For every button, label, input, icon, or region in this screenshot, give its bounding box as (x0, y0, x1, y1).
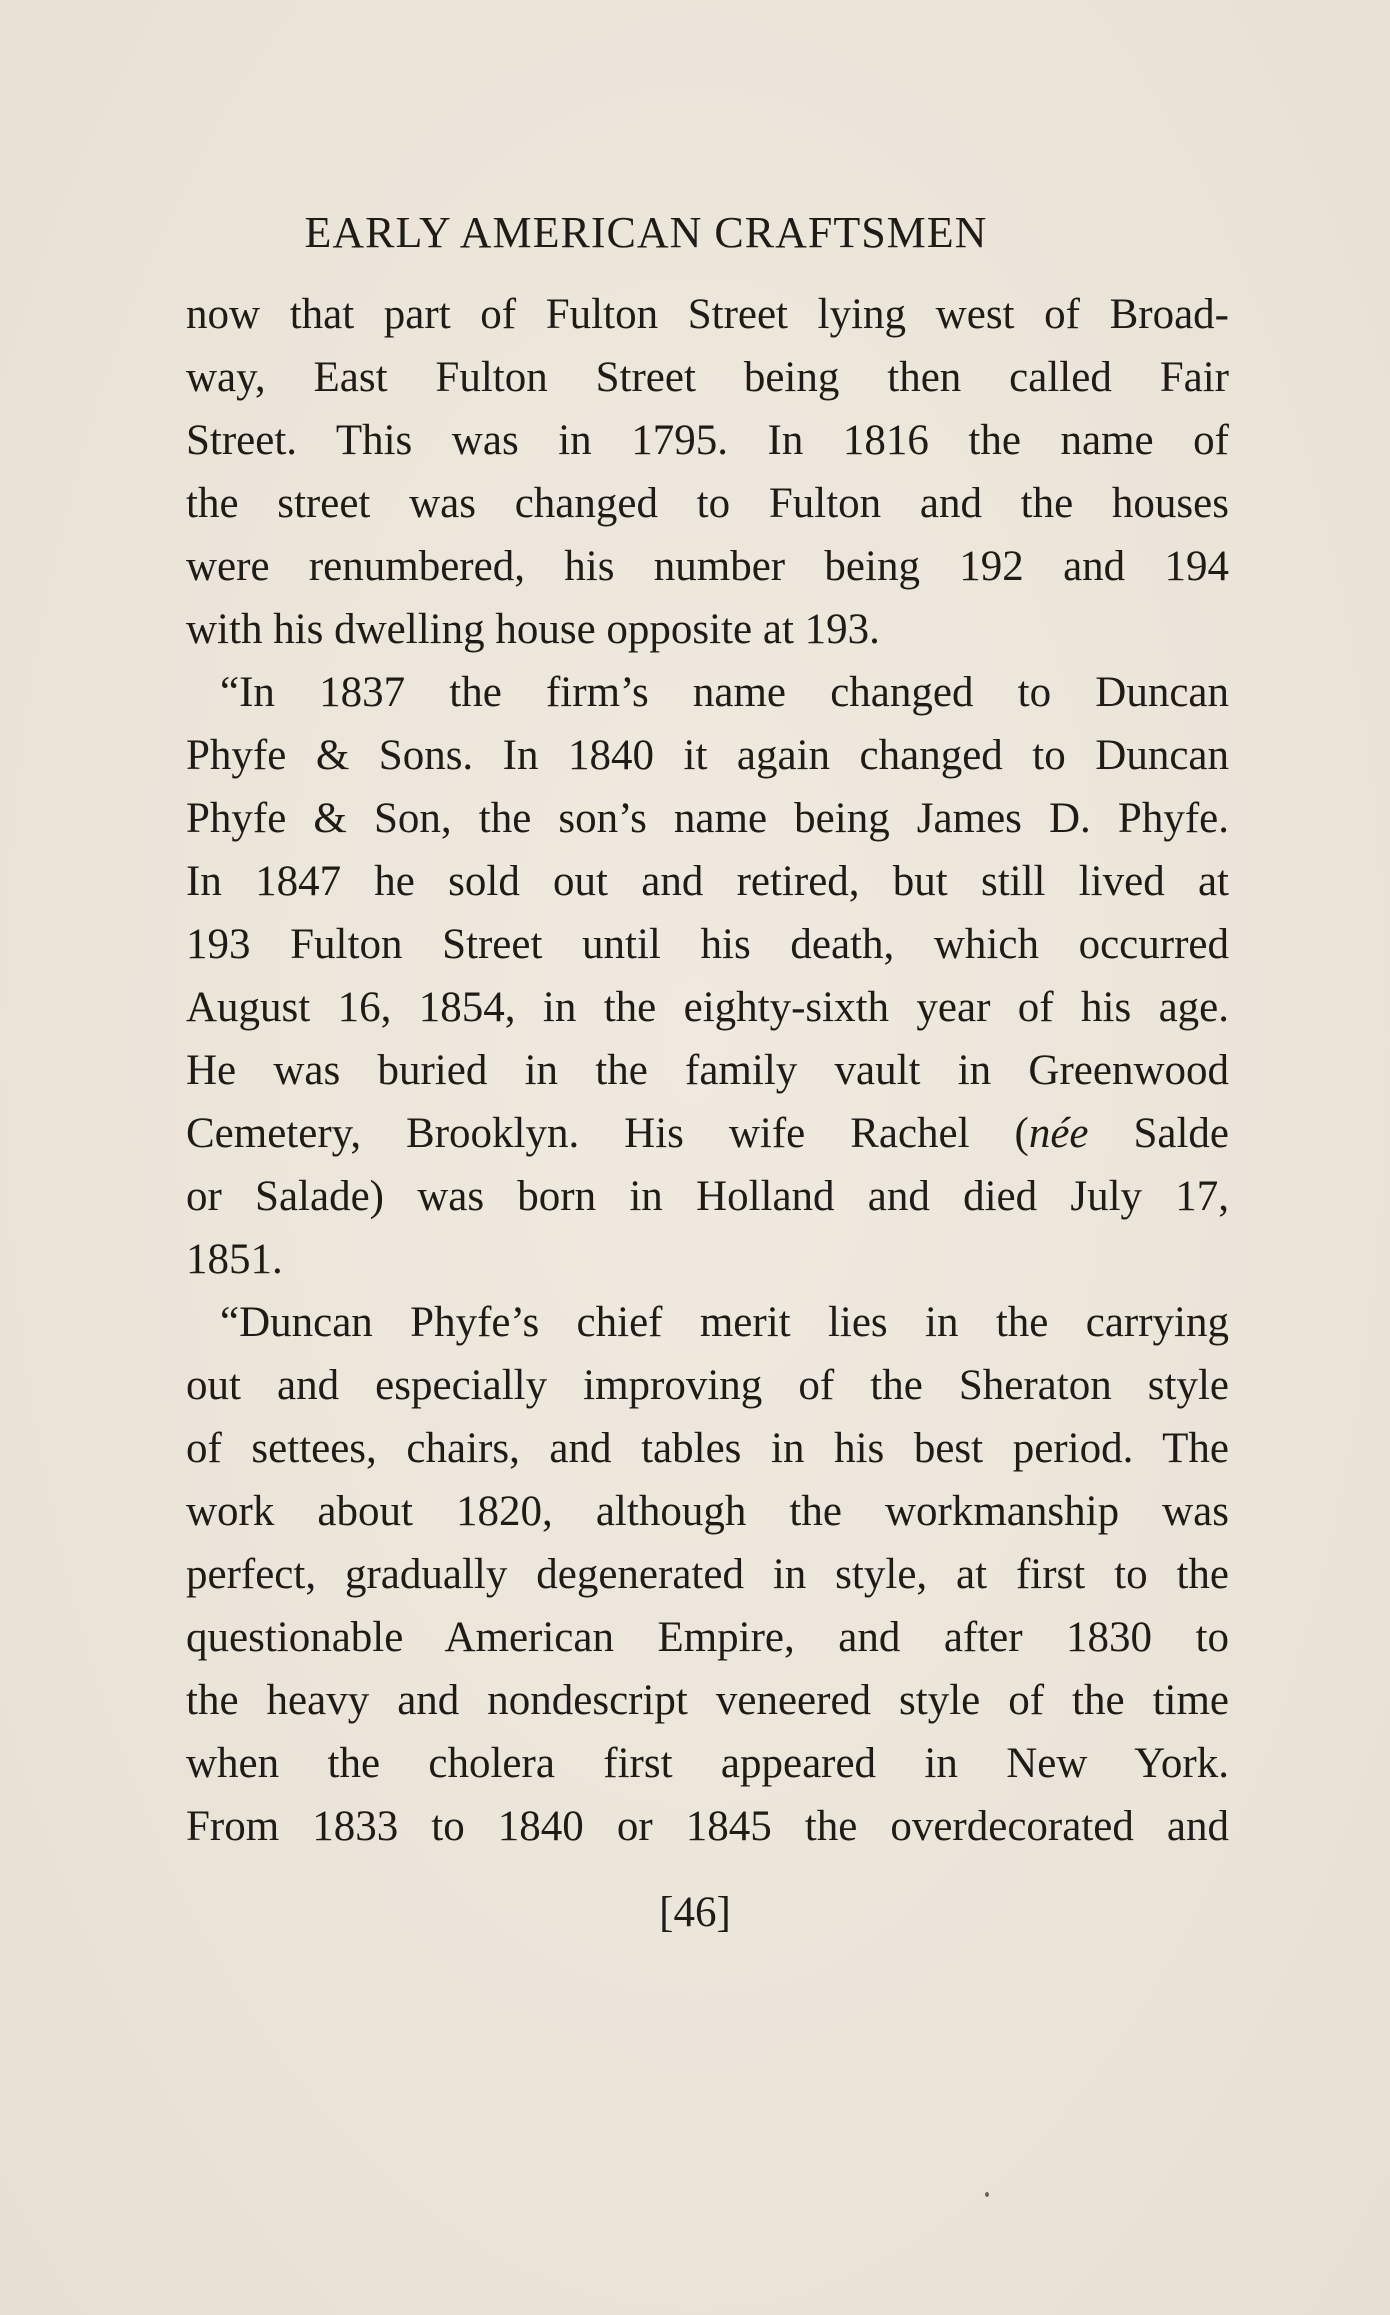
text-line: questionable American Empire, and after 1830 to (186, 1614, 1229, 1661)
page-number: [46] (659, 1889, 731, 1936)
text-segment: Salde (1088, 1110, 1229, 1157)
text-line: work about 1820, although the workmanship was (186, 1488, 1229, 1535)
text-line: of settees, chairs, and tables in his best period. The (186, 1425, 1229, 1472)
text-line (186, 1102, 1229, 1165)
text-line: 1851. (186, 1236, 283, 1283)
text-line: “In 1837 the firm’s name changed to Duncan (220, 669, 1229, 716)
italic-word: née (1028, 1110, 1089, 1157)
text-line: From 1833 to 1840 or 1845 the overdecorated and (186, 1803, 1229, 1850)
text-line: out and especially improving of the Sheraton style (186, 1362, 1229, 1409)
body-text (186, 283, 1229, 1858)
text-line: were renumbered, his number being 192 and 194 (186, 543, 1229, 590)
text-line: perfect, gradually degenerated in style, at first to the (186, 1551, 1229, 1598)
text-segment: Cemetery, Brooklyn. His wife Rachel ( (186, 1110, 1029, 1157)
text-line: or Salade) was born in Holland and died July 17, (186, 1173, 1229, 1220)
text-line: when the cholera first appeared in New York. (186, 1740, 1229, 1787)
text-line: August 16, 1854, in the eighty-sixth year of his age. (186, 984, 1229, 1031)
text-line: Phyfe & Son, the son’s name being James D. Phyfe. (186, 795, 1229, 842)
text-line: way, East Fulton Street being then called Fair (186, 354, 1229, 401)
text-line: now that part of Fulton Street lying west of Broad- (186, 291, 1229, 338)
paper-speck (985, 2192, 989, 2197)
text-line: In 1847 he sold out and retired, but still lived at (186, 858, 1229, 905)
text-line: “Duncan Phyfe’s chief merit lies in the carrying (220, 1299, 1229, 1346)
running-head: EARLY AMERICAN CRAFTSMEN (304, 208, 988, 257)
text-line: He was buried in the family vault in Greenwood (186, 1047, 1229, 1094)
text-line: the heavy and nondescript veneered style of the time (186, 1677, 1229, 1724)
text-line: with his dwelling house opposite at 193. (186, 606, 880, 653)
text-line: Phyfe & Sons. In 1840 it again changed to Duncan (186, 732, 1229, 779)
text-line: the street was changed to Fulton and the houses (186, 480, 1229, 527)
text-line: Street. This was in 1795. In 1816 the name of (186, 417, 1229, 464)
text-line: 193 Fulton Street until his death, which occurred (186, 921, 1229, 968)
